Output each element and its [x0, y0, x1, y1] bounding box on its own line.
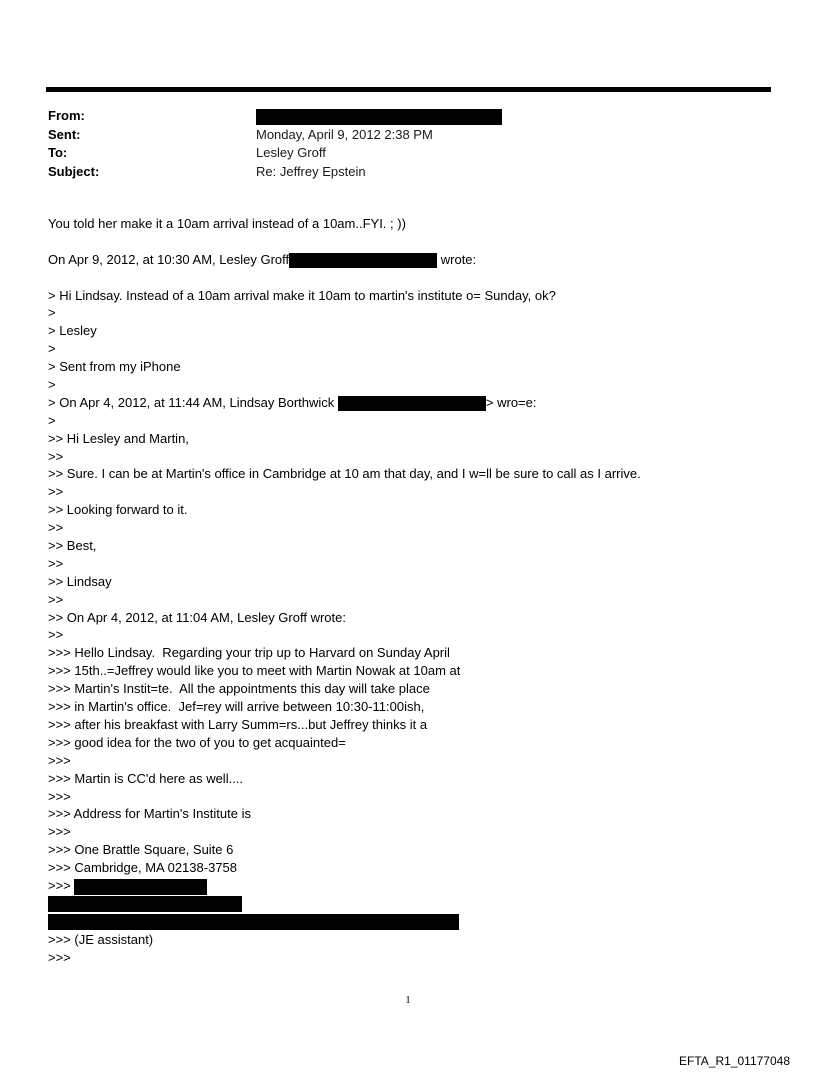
quoted-line: >>>	[48, 788, 71, 804]
quoted-line: >>	[48, 591, 64, 607]
document-id: EFTA_R1_01177048	[679, 1054, 790, 1068]
redacted-line	[48, 913, 788, 931]
quoted-line: >>> (JE assistant)	[48, 931, 154, 947]
sent-value: Monday, April 9, 2012 2:38 PM	[256, 126, 433, 142]
quoted-line: >>> Address for Martin's Institute is	[48, 806, 251, 822]
quoted-line: >>	[48, 448, 64, 464]
quoted-line: >>> Cambridge, MA 02138-3758	[48, 860, 237, 876]
quote-header-text: On Apr 9, 2012, at 10:30 AM, Lesley Groff	[48, 251, 290, 267]
quoted-line: > Hi Lindsay. Instead of a 10am arrival make it 10am to martin's institute o= Sunday, ok?	[48, 287, 556, 303]
intro-line: You told her make it a 10am arrival instead of a 10am..FYI. ; ))	[48, 216, 406, 231]
quoted-line: >> Hi Lesley and Martin,	[48, 430, 189, 446]
quoted-line: >>> One Brattle Square, Suite 6	[48, 842, 234, 858]
from-row	[48, 107, 768, 126]
quoted-line: >	[48, 377, 56, 393]
quoted-line: >>>	[48, 824, 71, 840]
quoted-block-b	[48, 412, 788, 877]
quoted-line: >>> Martin is CC'd here as well....	[48, 770, 244, 786]
sent-row	[48, 126, 768, 145]
page-number: 1	[405, 994, 411, 1006]
email-body	[48, 215, 788, 966]
redaction-block	[74, 879, 207, 895]
quote-header-line	[48, 394, 788, 412]
quoted-line: >>> Martin's Instit=te. All the appointments this day will take place	[48, 681, 430, 697]
quoted-line: >	[48, 341, 56, 357]
to-row	[48, 144, 768, 163]
quoted-line: >> Sure. I can be at Martin's office in Cambridge at 10 am that day, and I w=ll be sure to call as I arrive.	[48, 466, 641, 482]
quoted-block-a	[48, 287, 788, 394]
redaction-block	[48, 896, 242, 912]
quoted-line: > Sent from my iPhone	[48, 359, 181, 375]
quoted-line: >>> 15th..=Jeffrey would like you to meet with Martin Nowak at 10am at	[48, 663, 461, 679]
quoted-line: >>	[48, 520, 64, 536]
sent-label: Sent:	[48, 126, 81, 142]
spacer	[48, 233, 788, 251]
quoted-line: >>> after his breakfast with Larry Summ=rs...but Jeffrey thinks it a	[48, 716, 428, 732]
to-value: Lesley Groff	[256, 145, 326, 160]
quote-header-text: > On Apr 4, 2012, at 11:44 AM, Lindsay Borthwick	[48, 394, 338, 410]
quoted-line: >>> good idea for the two of you to get acquainted=	[48, 734, 346, 750]
quoted-line: >>	[48, 555, 64, 571]
spacer	[48, 269, 788, 287]
quoted-line: >> On Apr 4, 2012, at 11:04 AM, Lesley Groff wrote:	[48, 609, 346, 625]
quoted-line: >>>	[48, 752, 71, 768]
quote-marker: >>>	[48, 877, 75, 893]
from-value	[256, 107, 502, 126]
quote-header-suffix: > wro=e:	[485, 394, 537, 410]
redacted-line	[48, 895, 788, 913]
subject-value: Re: Jeffrey Epstein	[256, 163, 366, 179]
redaction-block	[289, 253, 437, 268]
quoted-line: >	[48, 412, 56, 428]
quoted-line: >> Looking forward to it.	[48, 502, 188, 518]
quoted-line: >>>	[48, 949, 71, 965]
header-divider	[46, 87, 771, 92]
redaction-block	[256, 109, 502, 125]
to-label: To:	[48, 145, 68, 160]
quoted-line: >> Lindsay	[48, 573, 112, 589]
redacted-line	[48, 877, 788, 895]
quoted-line: >	[48, 305, 56, 321]
quoted-line: >> Best,	[48, 538, 97, 554]
quoted-line: >>> Hello Lindsay. Regarding your trip up to Harvard on Sunday April	[48, 645, 450, 661]
quoted-line: > Lesley	[48, 323, 97, 339]
redaction-block	[48, 914, 459, 930]
quote-header-line	[48, 251, 788, 269]
quoted-line: >>	[48, 484, 64, 500]
quote-header-suffix: wrote:	[437, 251, 477, 267]
redaction-block	[338, 396, 486, 411]
quoted-line: >>	[48, 627, 64, 643]
subject-label: Subject:	[48, 163, 100, 179]
email-header	[48, 107, 768, 181]
quoted-line: >>> in Martin's office. Jef=rey will arrive between 10:30-11:00ish,	[48, 699, 425, 715]
subject-row	[48, 163, 768, 182]
quoted-block-c	[48, 931, 788, 967]
from-label: From:	[48, 108, 85, 123]
